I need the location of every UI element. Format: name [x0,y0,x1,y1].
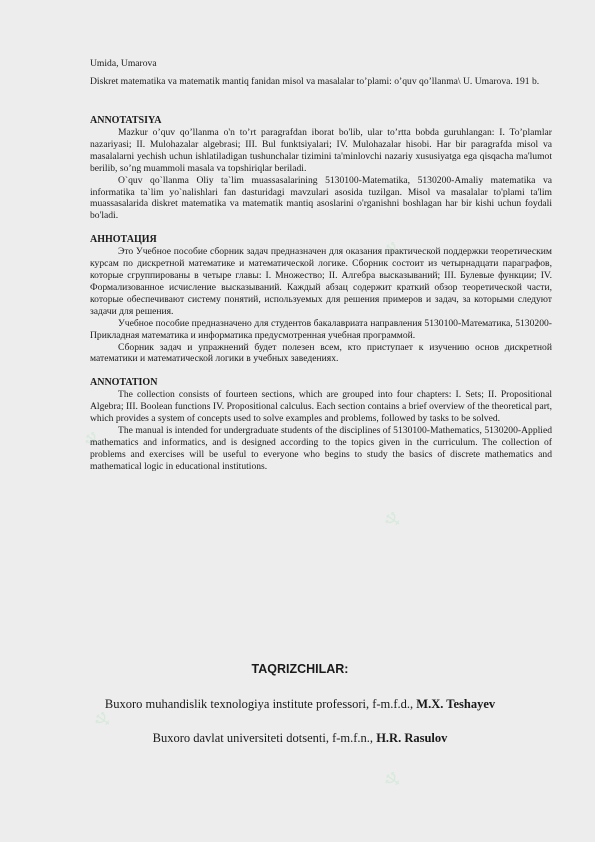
annotation-en [90,377,552,472]
reviewer-2 [60,731,540,746]
watermark-mark: ♆ [369,757,416,801]
annotation-ru-paragraph: Учебное пособие предназначено для студентов бакалавриата направления 5130100-Математика, 5130200-Прикладная математика и информатика предусмотренная учебная программой. [90,317,552,341]
reviewer-1-name: M.X. Teshayev [416,697,496,711]
reviewer-2-name: H.R. Rasulov [376,731,448,745]
main-content [90,55,552,473]
annotation-uz-heading: ANNOTATSIYA [90,115,162,126]
annotation-ru [90,234,552,365]
annotation-uz-paragraph: Mazkur o’quv qo’llanma o'n to’rt paragrafdan iborat bo'lib, ular to’rtta bobda guruhlangan: I. To’plamlar nazariyasi; II. Mulohazalar algebrasi; III. Bul funktsiyalari; IV. Mulohazalar hisobi. Har bir paragrafda misol va masalalarni yechish uchun ishlatiladigan tushunchalar tizimini ta'minlovchi nazariy xususiyatga ega qisqacha ma'lumot berilib, so’ng muammoli masala va topshiriqlar beriladi. [90,127,552,174]
reviewer-2-position: Buxoro davlat universiteti dotsenti, f-m.f.n., [152,731,374,745]
watermark-mark: ♆ [69,417,116,461]
annotation-ru-paragraph: Сборник задач и упражнений будет полезен всем, кто приступает к изучению основ дискретной математики и математической логики в учебных заведениях. [90,341,552,365]
annotation-en-paragraph: The manual is intended for undergraduate students of the disciplines of 5130100-Mathematics, 5130200-Applied mathematics and informatics, and is designed according to the topics given in the curriculum. The collection of problems and exercises will be useful to everyone who begins to study the basics of discrete mathematics and mathematical logic in educational institutions. [90,425,552,472]
reviewer-1 [60,697,540,712]
watermark-mark: ♆ [369,227,416,271]
watermark-mark: ♆ [79,697,126,741]
annotation-uz-paragraph: O`quv qo`llanma Oliy ta`lim muassasalarining 5130100-Matematika, 5130200-Amaliy matematika va informatika ta`lim yo`nalishlari fan dasturidagi mavzulari asosida tuzilgan. Misol va masalalar to'plami ta'lim muassasalarida diskret matematika va matematik mantiq asoslarini o'rganishni boshlagan har bir kishi uchun foydali bo'ladi. [90,174,552,222]
annotation-en-paragraph: The collection consists of fourteen sections, which are grouped into four chapters: I. Sets; II. Propositional Algebra; III. Boolean functions IV. Propositional calculus. Each section contains a brief overview of the theoretical part, which provides a system of concepts used to solve examples and problems, followed by tasks to be solved. [90,389,552,425]
annotation-en-heading: ANNOTATION [90,377,158,389]
annotation-uz [90,115,552,222]
annotation-ru-heading: АННОТАЦИЯ [90,234,157,246]
reviewers-title: TAQRIZCHILAR: [251,662,349,676]
annotation-ru-paragraph: Это Учебное пособие сборник задач предназначен для оказания практической поддержки теоретическим курсам по дискретной математике и математической логике. Сборник состоит из четырнадцати параграфов, которые сгруппированы в четыре главы: I. Множество; II. Алгебра высказываний; III. Булевые функции; IV. Формализованное исчисление высказываний. Каждый абзац содержит краткий обзор теоретической части, которые обеспечивают систему понятий, используемых для решения примеров и задач, за которыми следуют задачи для решения. [90,246,552,317]
reference-description: Diskret matematika va matematik mantiq fanidan misol va masalalar to’plami: o’quv qo’llanma\ U. Umarova. 191 b. [90,76,540,87]
bibliographic-reference [90,55,552,91]
reference-author: Umida, Umarova [90,58,157,69]
watermark-mark: ♆ [369,497,416,541]
reviewer-1-position: Buxoro muhandislik texnologiya institute professori, f-m.f.d., [104,697,414,711]
